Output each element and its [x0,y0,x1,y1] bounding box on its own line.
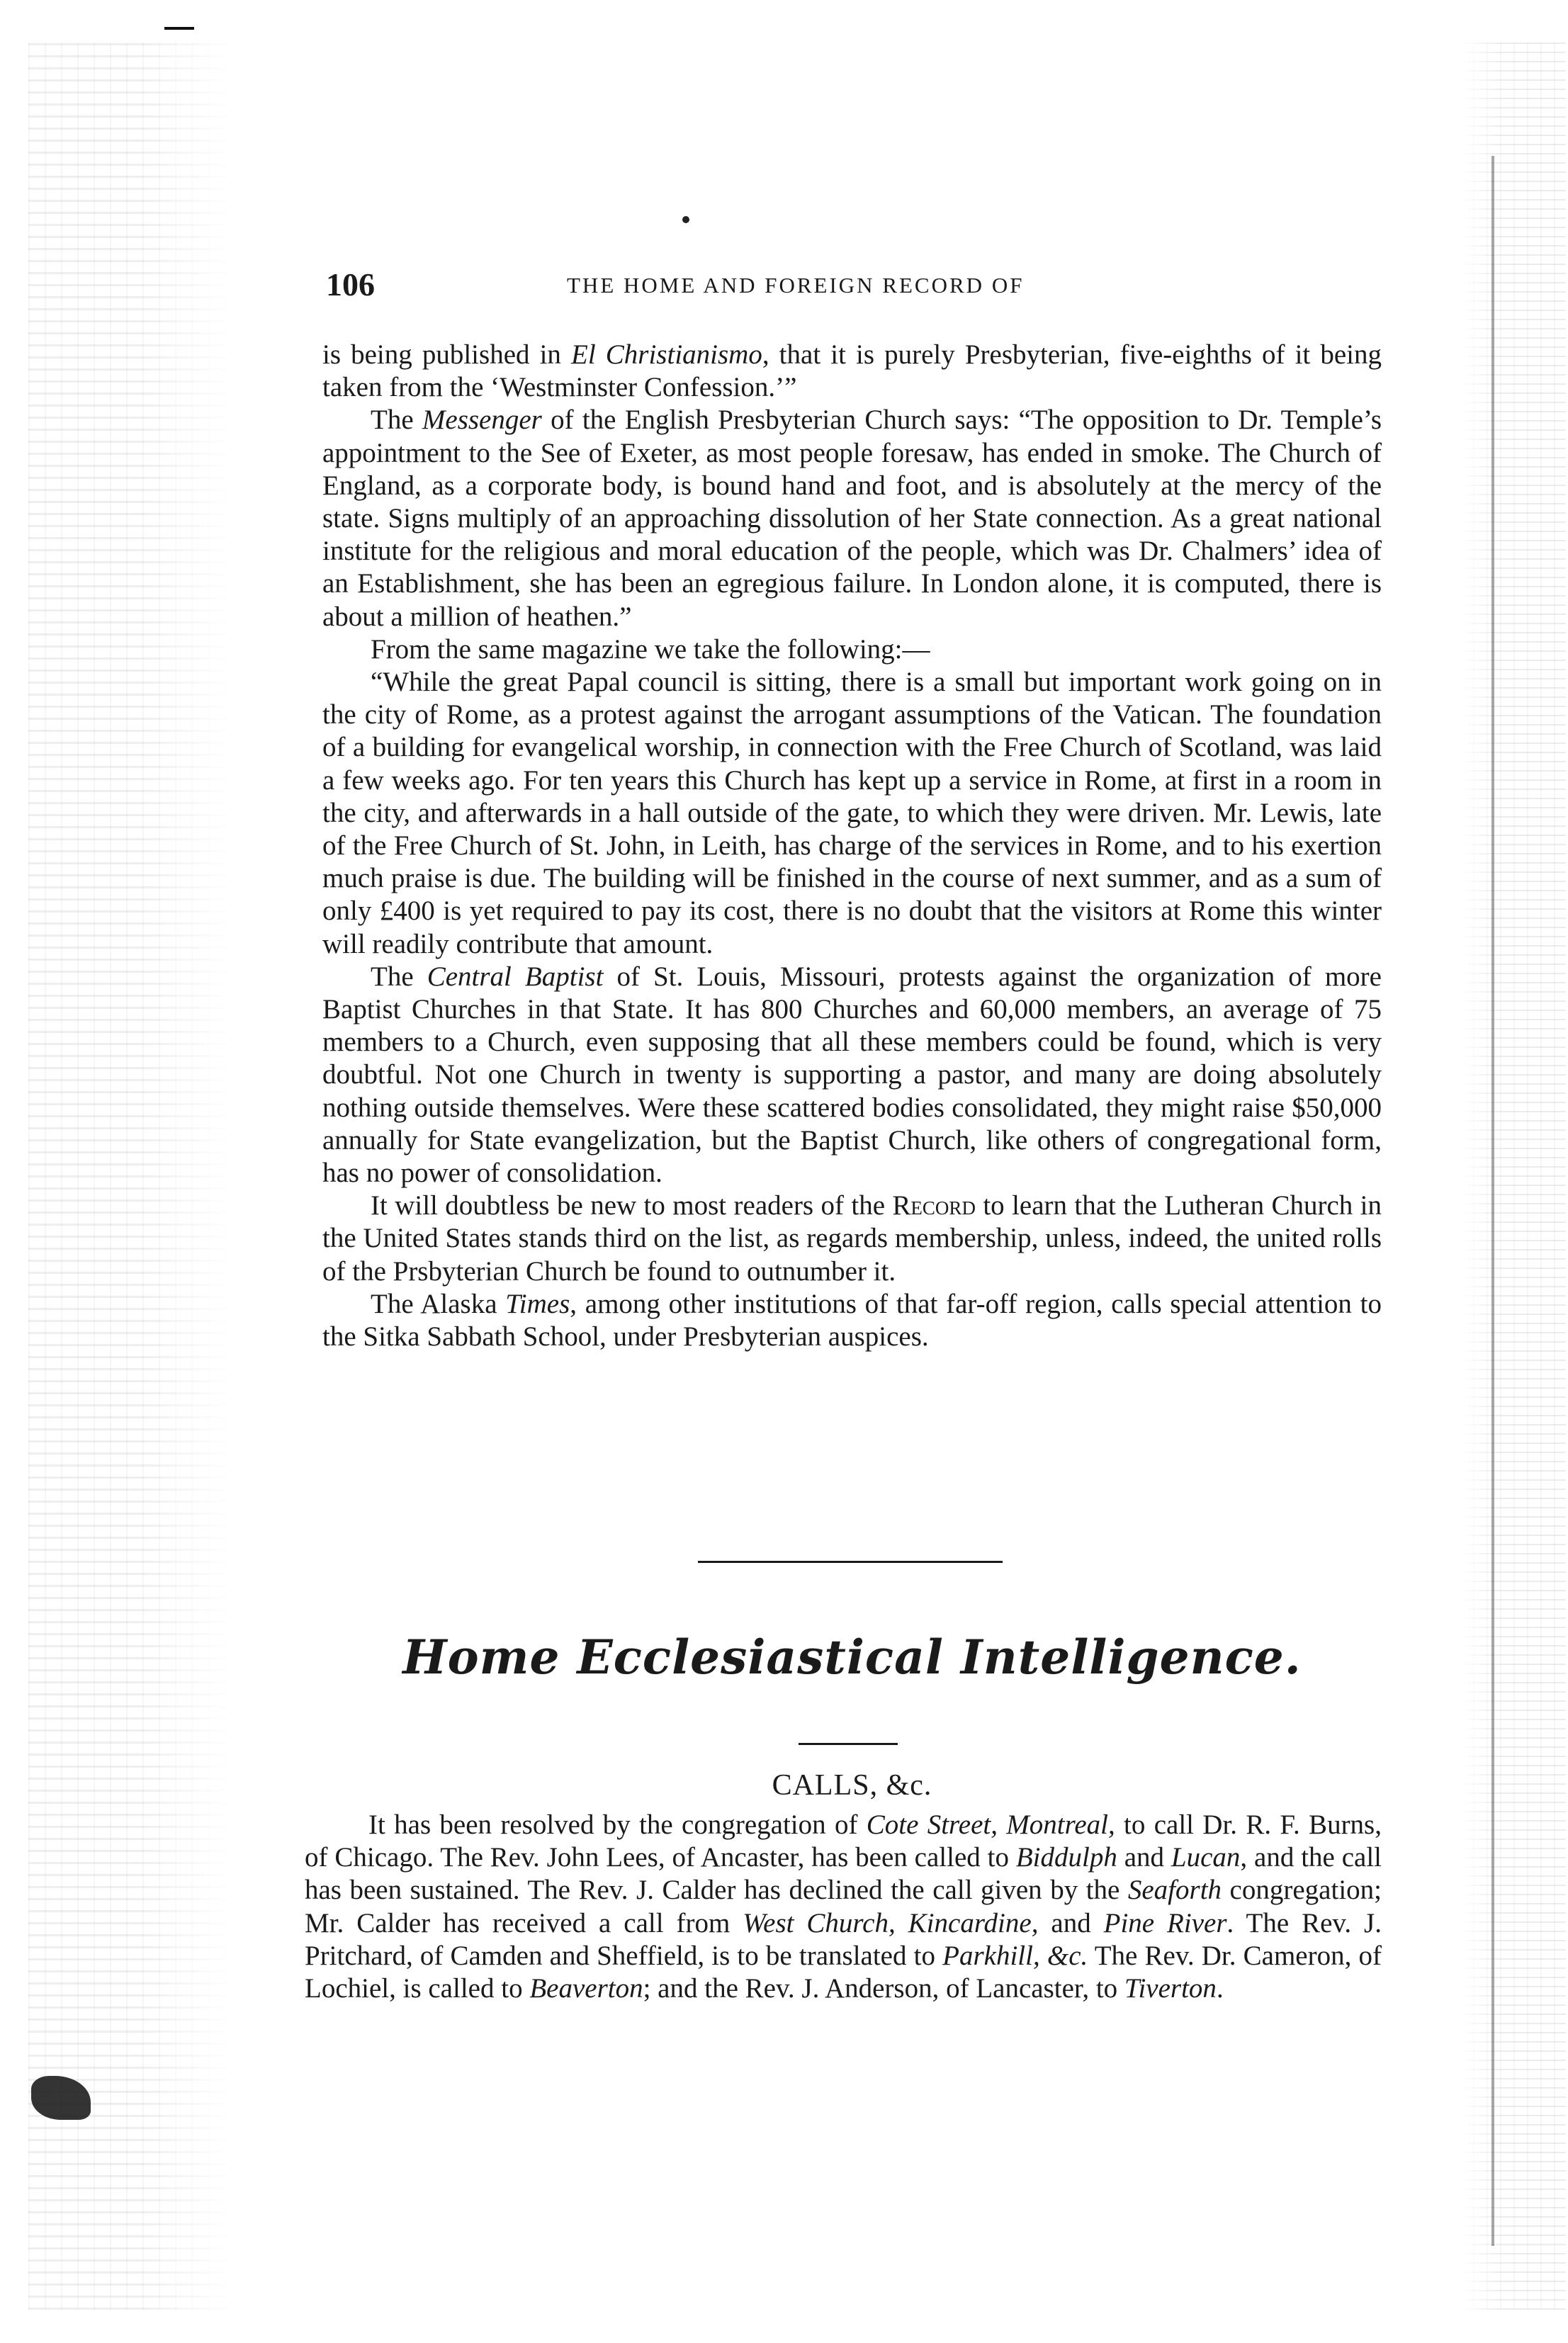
calls-paragraph [305,1809,1382,2005]
text-run: The [371,961,427,992]
scan-edge-left [28,43,234,2310]
text-run: of the English Presbyterian Church says: “The opposition to Dr. Temple’s appointment to the See of Exeter, as most people foresaw, has ended in smoke. The Church of England, as a corporate body, is bound hand and foot, and is absolutely at the mercy of the state. Signs multiply of an approaching dissolution of her State connection. As a great national institute for the religious and moral education of the people, which was Dr. Chalmers’ idea of an Establishment, she has been an egregious failure. In London alone, it is computed, there is about a million of heathen.” [322,405,1382,632]
text-run: , and the call has been sustained. The Rev. J. Calder has declined the call given by the [305,1842,1382,1906]
paragraph [322,1190,1382,1288]
text-run: congregation; Mr. Calder has received a call from [305,1875,1382,1938]
italic-text: Tiverton [1124,1973,1217,2004]
text-run: “While the great Papal council is sitting, there is a small but important work going on in the city of Rome, as a protest against the arrogant assumptions of the Vatican. The foundation of a building for evangelical worship, in connection with the Free Church of Scotland, was laid a few weeks ago. For ten years this Church has kept up a service in Rome, at first in a room in the city, and afterwards in a hall outside of the gate, to which they were driven. Mr. Lewis, late of the Free Church of St. John, in Leith, has charge of the services in Rome, and to his exertion much praise is due. The building will be finished in the course of next summer, and as a sum of only £400 is yet required to pay its cost, there is no doubt that the visitors at Rome this winter will readily contribute that amount. [322,667,1382,959]
italic-text: Times [505,1288,570,1319]
text-run: , that it is purely Presbyterian, five-eighths of it being taken from the ‘Westminster Confession.’” [322,339,1382,403]
text-run: to call Dr. R. F. Burns, of Chicago. The Rev. John Lees, of Ancaster, has been called to [305,1810,1382,1873]
page-number: 106 [326,266,375,303]
text-run: It has been resolved by the congregation of [368,1810,867,1840]
text-run: is being published in [322,339,572,370]
text-run: The [371,405,422,436]
italic-text: Parkhill, &c. [942,1940,1088,1971]
paragraph [322,666,1382,961]
text-run: to learn that the Lutheran Church in the United States stands third on the list, as regards membership, unless, indeed, the united rolls of the Prsbyterian Church be found to outnumber it. [322,1190,1382,1287]
subheading: CALLS, &c. [772,1769,932,1802]
italic-text: Central Baptist [427,961,604,992]
paragraph [322,633,1382,666]
text-run: . [1216,1973,1224,2004]
paragraph [322,339,1382,404]
scan-edge-right [1460,43,1566,2310]
text-run: and [1117,1842,1171,1873]
paragraph [322,1288,1382,1353]
italic-text: Biddulph [1015,1842,1117,1873]
calls-body [305,1809,1382,2005]
italic-text: Messenger [422,405,542,436]
text-run: . The Rev. J. Pritchard, of Camden and Sheffield, is to be translated to [305,1907,1382,1971]
italic-text: Seaforth [1127,1875,1222,1906]
small-caps-text: Record [892,1190,976,1221]
text-run: It will doubtless be new to most readers of the [371,1190,893,1221]
subheading-divider [799,1743,898,1745]
running-title: THE HOME AND FOREIGN RECORD OF [567,273,1025,298]
text-run: ; and the Rev. J. Anderson, of Lancaster, to [643,1973,1124,2004]
italic-text: West Church, Kincardine, [743,1907,1039,1938]
section-heading: Home Ecclesiastical Intelligence. [402,1630,1302,1685]
section-divider [698,1561,1003,1563]
italic-text: El Christianismo [571,339,762,370]
italic-text: Pine River [1103,1907,1227,1938]
italic-text: Cote Street, Montreal, [866,1810,1115,1840]
corner-mark [164,27,194,30]
ink-dot [682,216,689,223]
spine-shadow [1491,156,1494,2246]
page-header [326,266,1382,315]
text-run: The Rev. Dr. Cameron, of Lochiel, is called to [305,1940,1382,2004]
italic-text: Lucan [1171,1842,1241,1873]
text-run: of St. Louis, Missouri, protests against the organization of more Baptist Churches in that State. It has 800 Churches and 60,000 members, an average of 75 members to a Church, even supposing that all these members could be found, which is very doubtful. Not one Church in twenty is supporting a pastor, and many are doing absolutely nothing outside themselves. Were these scattered bodies consolidated, they might raise $50,000 annually for State evangelization, but the Baptist Church, like others of congregational form, has no power of consolidation. [322,961,1382,1189]
text-run: , among other institutions of that far-off region, calls special attention to the Sitka Sabbath School, under Presbyterian auspices. [322,1288,1382,1353]
article-body [322,339,1382,1353]
text-run: The Alaska [371,1288,506,1319]
paragraph [322,961,1382,1190]
text-run: From the same magazine we take the following:— [371,633,930,665]
italic-text: Beaverton [529,1973,643,2004]
paragraph [322,404,1382,633]
text-run: and [1038,1907,1104,1938]
